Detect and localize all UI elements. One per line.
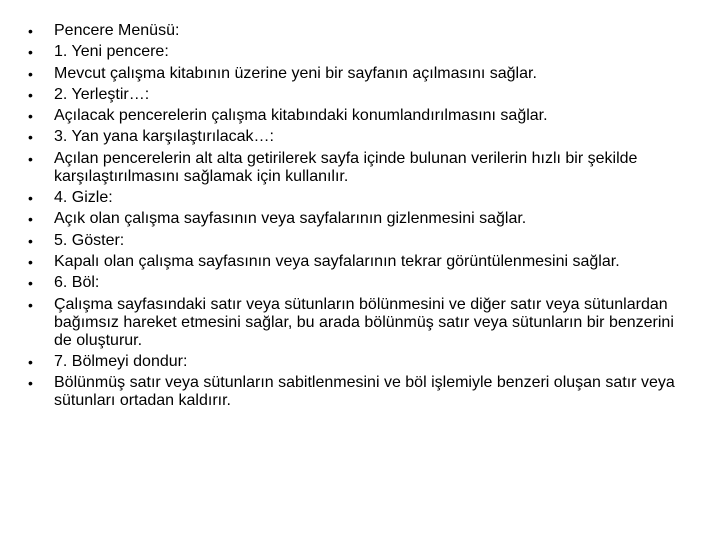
bullet-icon: • <box>28 190 33 207</box>
list-item <box>28 86 696 104</box>
list-item-text: 5. Göster: <box>54 231 125 249</box>
list-item-text: Kapalı olan çalışma sayfasının veya sayfalarının tekrar görüntülenmesini sağlar. <box>54 252 620 270</box>
bullet-icon: • <box>28 275 33 292</box>
list-item-text: Açılacak pencerelerin çalışma kitabındaki konumlandırılmasını sağlar. <box>54 107 548 125</box>
list-item-text: 6. Böl: <box>54 274 100 292</box>
list-item <box>28 296 696 350</box>
list-item-text: 3. Yan yana karşılaştırılacak…: <box>54 128 274 146</box>
list-item-text: 1. Yeni pencere: <box>54 43 169 61</box>
list-item <box>28 232 696 250</box>
bullet-icon: • <box>28 211 33 228</box>
bullet-icon: • <box>28 253 33 270</box>
list-item <box>28 353 696 371</box>
list-item-text: 2. Yerleştir…: <box>54 85 150 103</box>
bullet-icon: • <box>28 353 33 370</box>
bullet-icon: • <box>28 232 33 249</box>
list-item-text: 7. Bölmeyi dondur: <box>54 352 188 370</box>
bullet-icon: • <box>28 129 33 146</box>
bullet-icon: • <box>28 375 33 392</box>
bullet-list <box>28 22 696 413</box>
list-item <box>28 210 696 228</box>
list-item-text: Açık olan çalışma sayfasının veya sayfalarının gizlenmesini sağlar. <box>54 210 527 228</box>
list-item <box>28 107 696 125</box>
bullet-icon: • <box>28 296 33 313</box>
list-item <box>28 43 696 61</box>
bullet-icon: • <box>28 150 33 167</box>
list-item <box>28 128 696 146</box>
list-item <box>28 274 696 292</box>
list-item <box>28 189 696 207</box>
list-item-text: Çalışma sayfasındaki satır veya sütunların bölünmesini ve diğer satır veya sütunlardan bağımsız hareket etmesini sağlar, bu arada bölünmüş satır veya sütunların bir benzerini de oluşturur. <box>54 295 674 349</box>
list-item-text: Açılan pencerelerin alt alta getirilerek sayfa içinde bulunan verilerin hızlı bir şekilde karşılaştırılmasını sağlamak için kullanılır. <box>54 149 638 185</box>
list-item <box>28 150 696 186</box>
list-item <box>28 65 696 83</box>
list-item <box>28 253 696 271</box>
list-item-text: Pencere Menüsü: <box>54 22 180 39</box>
bullet-icon: • <box>28 108 33 125</box>
bullet-icon: • <box>28 44 33 61</box>
list-item <box>28 22 696 40</box>
bullet-icon: • <box>28 86 33 103</box>
list-item-text: 4. Gizle: <box>54 189 113 207</box>
bullet-icon: • <box>28 65 33 82</box>
list-item-text: Bölünmüş satır veya sütunların sabitlenmesini ve böl işlemiyle benzeri oluşan satır veya sütunları ortadan kaldırır. <box>54 374 675 410</box>
list-item <box>28 374 696 410</box>
bullet-icon: • <box>28 23 33 39</box>
list-item-text: Mevcut çalışma kitabının üzerine yeni bir sayfanın açılmasını sağlar. <box>54 64 537 82</box>
